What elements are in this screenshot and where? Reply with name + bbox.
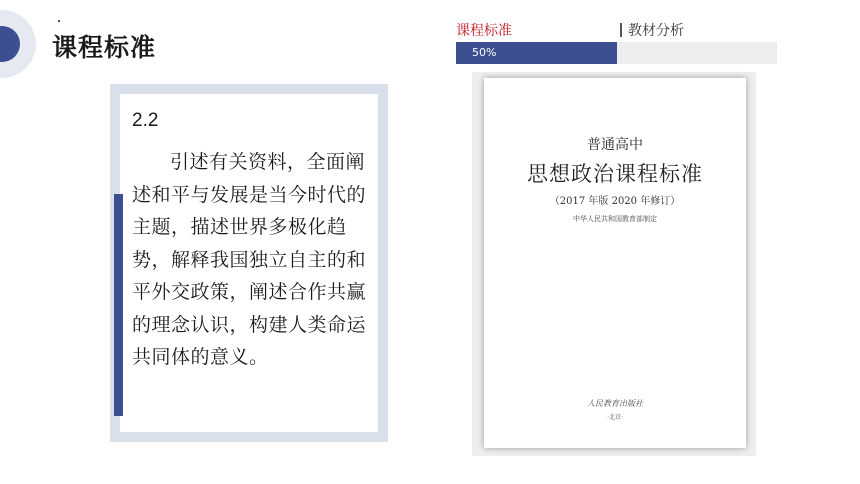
- book-cover-edition: （2017 年版 2020 年修订）: [549, 196, 681, 207]
- tab-course-standard[interactable]: 课程标准: [456, 23, 512, 39]
- content-card-heading: 2.2: [132, 110, 159, 131]
- tab-textbook-analysis-label: 教材分析: [628, 23, 684, 39]
- page-title: 课程标准: [52, 33, 157, 62]
- publisher-location: ·北京·: [607, 414, 623, 421]
- book-cover-title: 思想政治课程标准: [527, 162, 703, 186]
- book-cover-image: [484, 78, 746, 448]
- content-card-accent-bar: [114, 194, 123, 416]
- decorative-dot: [58, 20, 60, 22]
- progress-label: 50%: [472, 46, 497, 59]
- content-card-body: 引述有关资料，全面阐述和平与发展是当今时代的主题，描述世界多极化趋势，解释我国独立自主的和平外交政策，阐述合作共赢的理念认识，构建人类命运共同体的意义。: [132, 151, 367, 368]
- book-cover-issuer: 中华人民共和国教育部制定: [573, 215, 657, 223]
- progress-bar: [456, 42, 777, 64]
- publisher-logo: 人民教育出版社: [587, 399, 643, 408]
- book-cover-line1: 普通高中: [587, 137, 643, 153]
- tab-textbook-analysis[interactable]: [620, 20, 684, 40]
